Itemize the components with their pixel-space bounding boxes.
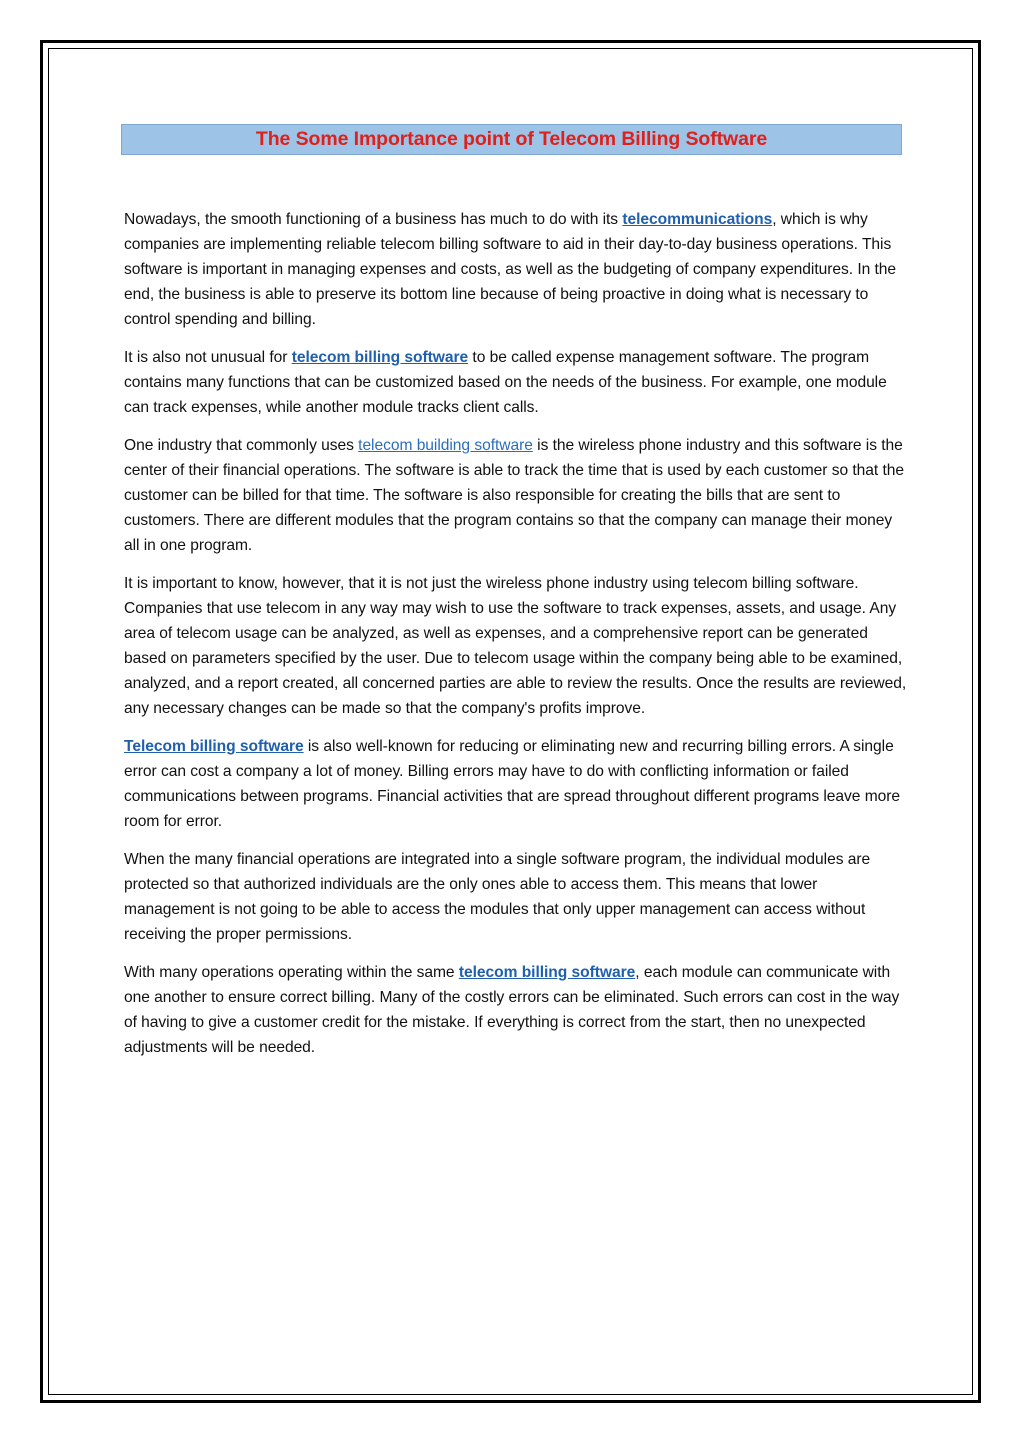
paragraph-5-text-after: is also well-known for reducing or eliminating new and recurring billing errors. A single error can cost a company a lot of money. Billing errors may have to do with conflicting information or failed communications between programs. Financial activities that are spread throughout different programs leave more room for error.	[124, 738, 901, 830]
paragraph-2	[124, 345, 909, 420]
paragraph-5	[124, 734, 909, 834]
paragraph-1-text-after: , which is why companies are implementing reliable telecom billing software to aid in their day-to-day business operations. This software is important in managing expenses and costs, as well as the budgeting of company expenditures. In the end, the business is able to preserve its bottom line because of being proactive in doing what is necessary to control spending and billing.	[124, 211, 897, 328]
telecom-building-software-link[interactable]: telecom building software	[358, 437, 533, 454]
paragraph-2-text-after: to be called expense management software. The program contains many functions that can be customized based on the needs of the business. For example, one module can track expenses, while another module tracks client calls.	[124, 349, 887, 416]
telecommunications-link[interactable]: telecommunications	[622, 211, 773, 228]
paragraph-3-text-after: is the wireless phone industry and this software is the center of their financial operations. The software is able to track the time that is used by each customer so that the customer can be billed for that time. The software is also responsible for creating the bills that are sent to customers. There are different modules that the program contains so that the company can manage their money all in one program.	[124, 437, 904, 554]
telecom-billing-software-link[interactable]: telecom billing software	[291, 349, 469, 366]
paragraph-6: When the many financial operations are integrated into a single software program, the individual modules are protected so that authorized individuals are the only ones able to access them. This means that lower management is not going to be able to access the modules that only upper management can access without receiving the proper permissions.	[124, 851, 871, 943]
paragraph-3-text-before: One industry that commonly uses	[124, 437, 359, 454]
telecom-billing-software-link-3[interactable]: telecom billing software	[458, 964, 636, 981]
telecom-billing-software-link-2[interactable]: Telecom billing software	[124, 738, 304, 755]
document-title: The Some Importance point of Telecom Billing Software	[255, 128, 768, 150]
paragraph-7-text-after: , each module can communicate with one another to ensure correct billing. Many of the costly errors can be eliminated. Such errors can cost in the way of having to give a customer credit for the mistake. If everything is correct from the start, then no unexpected adjustments will be needed.	[124, 964, 900, 1056]
paragraph-4: It is important to know, however, that it is not just the wireless phone industry using telecom billing software. Companies that use telecom in any way may wish to use the software to track expenses, assets, and usage. Any area of telecom usage can be analyzed, as well as expenses, and a comprehensive report can be generated based on parameters specified by the user. Due to telecom usage within the company being able to be examined, analyzed, and a report created, all concerned parties are able to review the results. Once the results are reviewed, any necessary changes can be made so that the company's profits improve.	[124, 575, 907, 717]
paragraph-7	[124, 960, 909, 1060]
paragraph-7-text-before: With many operations operating within the same	[124, 964, 459, 981]
paragraph-3	[124, 433, 909, 558]
paragraph-2-text-before: It is also not unusual for	[124, 349, 292, 366]
paragraph-1	[124, 207, 909, 332]
paragraph-1-text-before: Nowadays, the smooth functioning of a business has much to do with its	[124, 211, 623, 228]
document-body	[124, 207, 909, 1073]
title-banner	[121, 124, 902, 155]
